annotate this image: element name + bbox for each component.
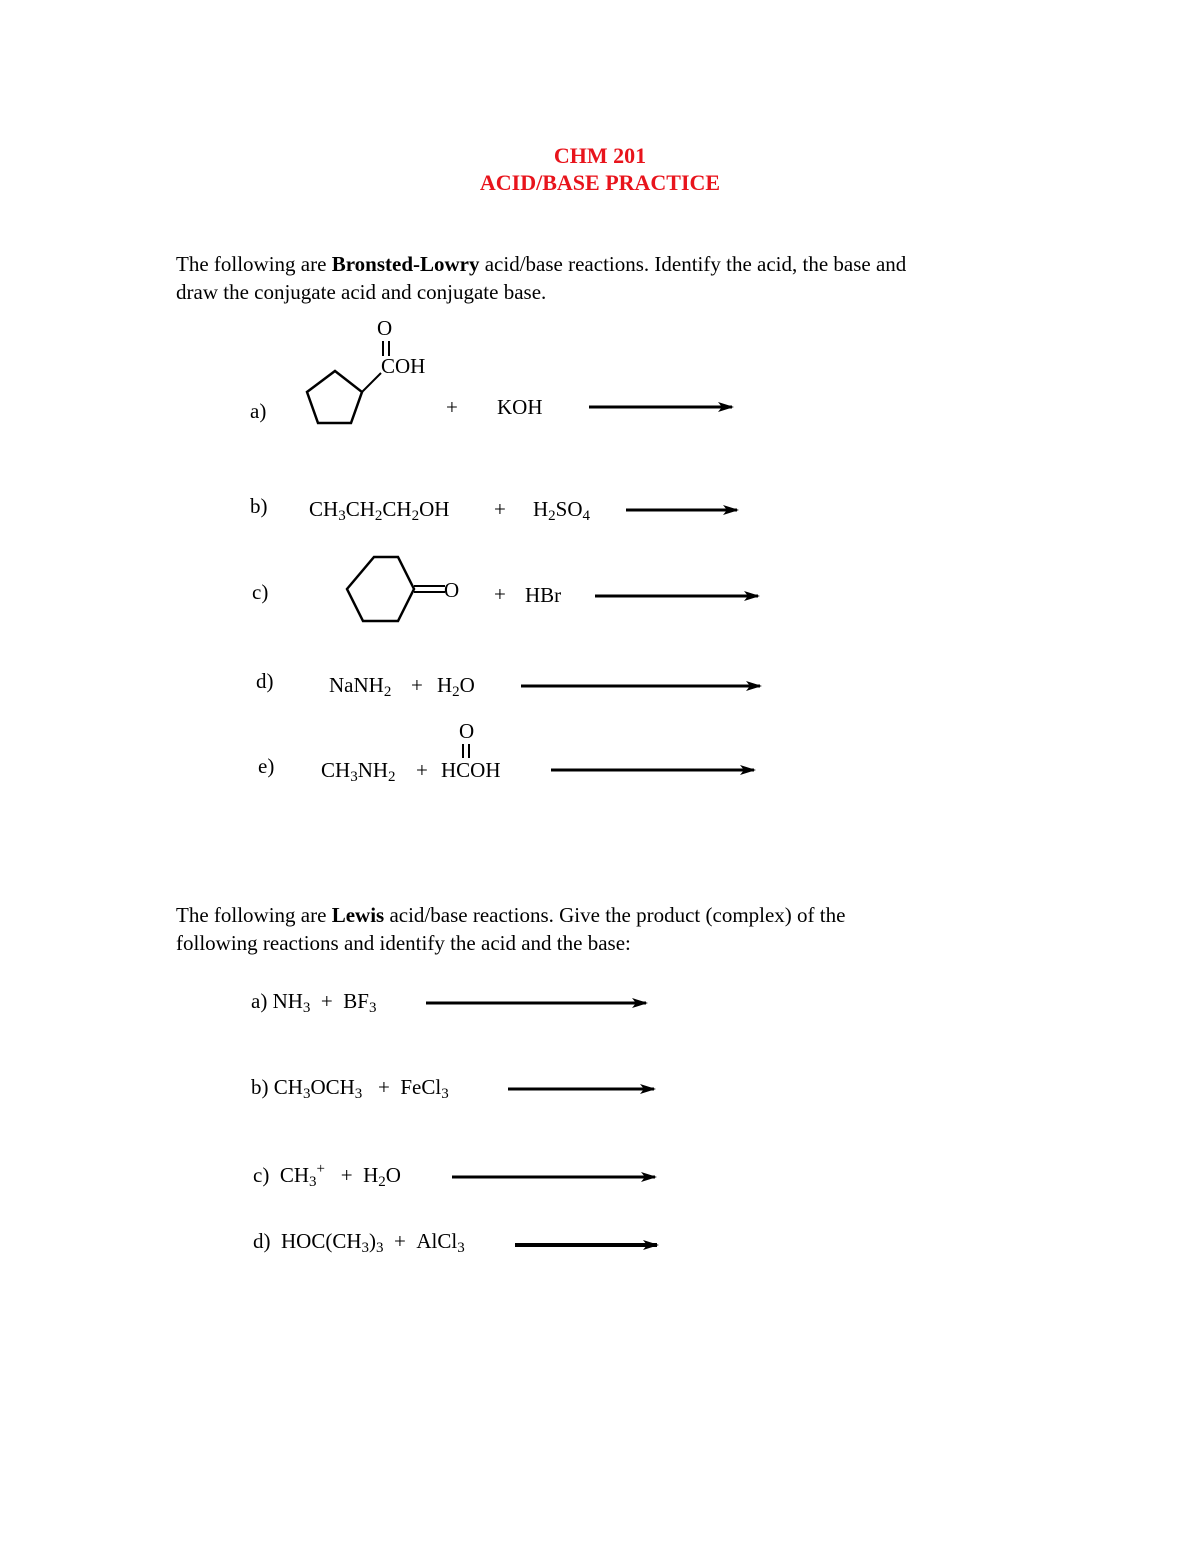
course-code: CHM 201 <box>553 143 647 168</box>
reaction-label: b) <box>250 494 268 518</box>
plus-sign: + <box>340 1163 353 1187</box>
reagent: HCOH <box>441 758 501 782</box>
reactant: $CH_3NH_2$ <box>321 758 396 785</box>
reaction-label: e) <box>258 754 275 778</box>
reaction-label: b) <box>251 1075 269 1099</box>
reactant: NaNH$_2$ <box>329 673 392 700</box>
reactant: $CH_3CH_2CH_2OH$ <box>309 497 450 524</box>
plus-sign: + <box>394 1229 406 1253</box>
cyclohexane-ring <box>347 557 414 621</box>
carboxyl-group: COH <box>381 354 426 378</box>
reaction-label: a) <box>251 989 268 1013</box>
ring-to-carbonyl-bond <box>362 373 381 392</box>
reaction-label: d) <box>256 669 274 693</box>
lewis-intro: The following are Lewis acid/base reactions. Give the product (complex) of the following reactions and identify the acid and the base: <box>176 903 846 955</box>
carbonyl-oxygen: O <box>459 719 475 743</box>
reagent: HBr <box>525 583 562 607</box>
page-title: ACID/BASE PRACTICE <box>479 170 721 195</box>
reagent: $H_2O$ <box>363 1163 401 1190</box>
reaction-label: c) <box>252 580 269 604</box>
reactant: $CH_3^+$ <box>279 1161 325 1190</box>
reagent: $BF_3$ <box>343 989 377 1016</box>
plus-sign: + <box>494 497 506 521</box>
charge: + <box>316 1161 325 1177</box>
reactant: $NH_3$ <box>272 989 311 1016</box>
plus-sign: + <box>320 989 333 1013</box>
carbonyl-oxygen: O <box>377 316 393 340</box>
plus-sign: + <box>378 1075 390 1099</box>
plus-sign: + <box>446 395 458 419</box>
reagent: $H_2O$ <box>437 673 475 700</box>
reactant: $CH_3OCH_3$ <box>273 1075 363 1102</box>
cyclopentane-ring <box>307 371 362 423</box>
reactant: $HOC(CH_3)_3$ <box>281 1229 384 1256</box>
reaction-label: a) <box>250 399 267 423</box>
bronsted-term: Bronsted-Lowry <box>331 252 480 276</box>
reagent: $H_2SO_4$ <box>533 497 591 524</box>
plus-sign: + <box>416 758 428 782</box>
plus-sign: + <box>494 582 506 606</box>
plus-sign: + <box>411 673 423 697</box>
reagent: FeCl$_3$ <box>400 1075 449 1102</box>
reagent: KOH <box>497 395 543 419</box>
bronsted-intro: The following are Bronsted-Lowry acid/base reactions. Identify the acid, the base and draw the conjugate acid and conjugate base. <box>176 252 907 304</box>
reagent: AlCl$_3$ <box>416 1229 465 1256</box>
reaction-label: d) <box>253 1229 271 1253</box>
carbonyl-oxygen: O <box>444 578 460 602</box>
lewis-term: Lewis <box>331 903 385 927</box>
reaction-label: c) <box>253 1163 270 1187</box>
